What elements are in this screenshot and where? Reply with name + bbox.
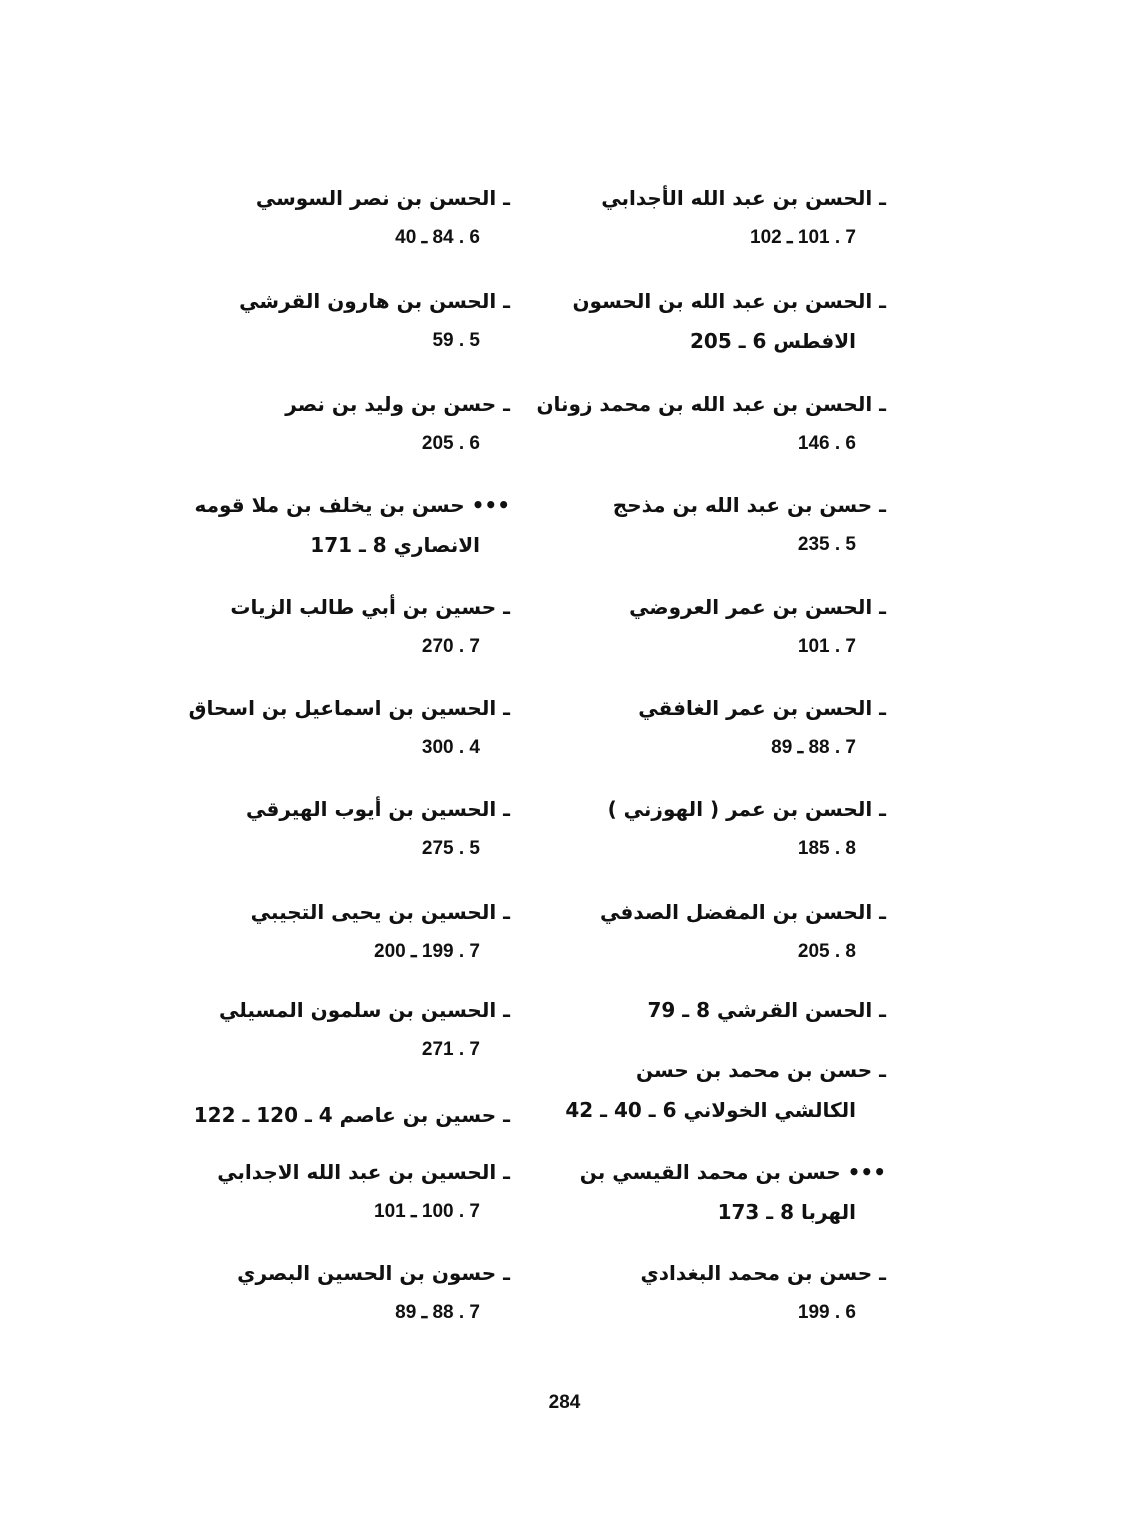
index-entry: [180, 485, 510, 565]
entry-reference: 6 . 146: [797, 433, 856, 454]
index-entry: [180, 789, 510, 869]
index-entry: [556, 485, 886, 565]
entry-reference: 7 . 199 ـ 200: [374, 941, 480, 962]
entry-reference: 6 . 205: [421, 433, 480, 454]
entry-continuation: الهربا 8 ـ 173: [717, 1200, 856, 1224]
index-entry: [180, 178, 510, 258]
index-entry: [180, 587, 510, 667]
entry-continuation: الانصاري 8 ـ 171: [310, 533, 480, 557]
entry-reference: 5 . 59: [432, 330, 480, 351]
entry-name: ـ الحسين بن يحيى التجيبي: [250, 900, 510, 924]
index-entry: [556, 789, 886, 869]
entry-name: ـ الحسن بن عبد الله بن الحسون: [572, 289, 886, 313]
entry-name: ••• حسن بن محمد القيسي بن: [579, 1160, 886, 1184]
entry-name: ـ الحسن القرشي 8 ـ 79: [647, 998, 886, 1022]
index-entry: [180, 1095, 510, 1135]
index-entry: [556, 990, 886, 1030]
entry-name: ـ حسين بن أبي طالب الزيات: [230, 595, 510, 619]
entry-reference: 6 . 199: [797, 1302, 856, 1323]
index-entry: [556, 587, 886, 667]
entry-name: ـ الحسين بن اسماعيل بن اسحاق: [188, 696, 510, 720]
entry-name: ـ الحسين بن أيوب الهيرقي: [246, 797, 510, 821]
entry-reference: 8 . 185: [797, 838, 856, 859]
entry-name: ـ الحسن بن هارون القرشي: [239, 289, 510, 313]
entry-reference: 7 . 88 ـ 89: [771, 737, 856, 758]
entry-name: ـ حسن بن وليد بن نصر: [285, 392, 510, 416]
entry-name: ـ الحسن بن عبد الله بن محمد زونان: [536, 392, 886, 416]
entry-reference: 8 . 205: [797, 941, 856, 962]
index-entry: [556, 178, 886, 258]
entry-name: ـ الحسن بن عبد الله الأجدابي: [601, 186, 886, 210]
index-entry: [536, 384, 886, 464]
page-number: 284: [548, 1392, 581, 1413]
entry-name: ـ الحسين بن عبد الله الاجدابي: [217, 1160, 510, 1184]
entry-name: ـ الحسن بن عمر الغافقي: [638, 696, 886, 720]
entry-reference: 7 . 101 ـ 102: [750, 227, 856, 248]
index-entry: [180, 384, 510, 464]
entry-name: ـ الحسن بن عمر ( الهوزني ): [607, 797, 886, 821]
index-entry: [556, 1050, 886, 1130]
entry-name: ـ حسن بن محمد البغدادي: [640, 1261, 886, 1285]
entry-name: ـ حسين بن عاصم 4 ـ 120 ـ 122: [193, 1103, 510, 1127]
entry-reference: 5 . 235: [797, 534, 856, 555]
entry-name: ـ الحسن بن عمر العروضي: [629, 595, 886, 619]
entry-name: ـ حسن بن عبد الله بن مذحج: [612, 493, 886, 517]
entry-reference: 6 . 84 ـ 40: [395, 227, 480, 248]
entry-continuation: الافطس 6 ـ 205: [690, 329, 856, 353]
entry-name: ••• حسن بن يخلف بن ملا قومه: [194, 493, 510, 517]
index-entry: [556, 688, 886, 768]
index-entry: [180, 1253, 510, 1333]
index-entry: [180, 990, 510, 1070]
index-entry: [180, 688, 510, 768]
index-entry: [180, 892, 510, 972]
entry-name: ـ الحسين بن سلمون المسيلي: [218, 998, 510, 1022]
entry-name: ـ الحسن بن المفضل الصدفي: [599, 900, 886, 924]
index-entry: [180, 1152, 510, 1232]
entry-continuation: الكالشي الخولاني 6 ـ 40 ـ 42: [565, 1098, 856, 1122]
index-entry: [556, 1253, 886, 1333]
entry-name: ـ حسون بن الحسين البصري: [237, 1261, 510, 1285]
entry-name: ـ حسن بن محمد بن حسن: [636, 1058, 886, 1082]
index-entry: [556, 892, 886, 972]
entry-reference: 4 . 300: [421, 737, 480, 758]
entry-reference: 7 . 271: [421, 1039, 480, 1060]
entry-name: ـ الحسن بن نصر السوسي: [255, 186, 510, 210]
entry-reference: 7 . 88 ـ 89: [395, 1302, 480, 1323]
entry-reference: 7 . 101: [797, 636, 856, 657]
index-entry: [556, 1152, 886, 1232]
index-entry: [180, 281, 510, 361]
entry-reference: 5 . 275: [421, 838, 480, 859]
entry-reference: 7 . 100 ـ 101: [374, 1201, 480, 1222]
entry-reference: 7 . 270: [421, 636, 480, 657]
index-entry: [556, 281, 886, 361]
